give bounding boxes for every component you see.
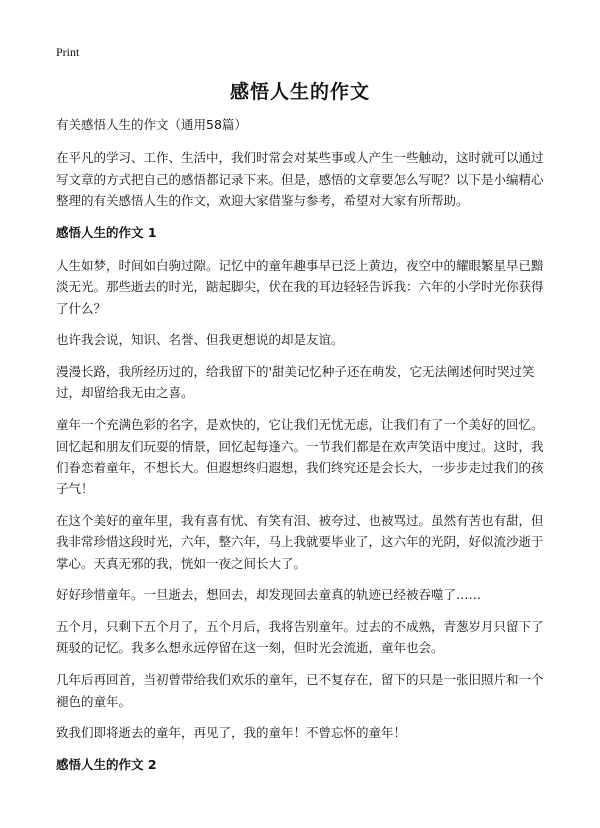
print-link[interactable]: Print [56,45,80,59]
page-title: 感悟人生的作文 [229,81,370,103]
paragraph: 致我们即将逝去的童年，再见了，我的童年！不曾忘怀的童年！ [56,725,407,741]
section-heading-1: 感悟人生的作文 1 [56,224,157,240]
paragraph: 五个月，只剩下五个月了，五个月后，我将告别童年。过去的不成熟，青葱岁月只留下了斑驳的记忆。我多么想永远停留在这一刻，但时光会流逝，童年也会。 [56,619,544,656]
paragraph: 也许我会说，知识、名誉、但我更想说的却是友谊。 [56,332,344,348]
paragraph: 漫漫长路，我所经历过的，给我留下的'甜美记忆种子还在萌发，它无法阐述何时哭过笑过，却留给我无由之喜。 [56,364,535,401]
article-body [56,114,550,787]
section-heading-2: 感悟人生的作文 2 [56,757,157,773]
paragraph: 人生如梦，时间如白驹过隙。记忆中的童年趣事早已泛上黄边，夜空中的耀眼繁星早已黯淡无光。那些逝去的时光，踮起脚尖，伏在我的耳边轻轻告诉我：六年的小学时光你获得了什么？ [56,257,544,316]
article-subtitle: 有关感悟人生的作文（通用58篇） [56,117,247,132]
paragraph: 几年后再回首，当初曾带给我们欢乐的童年，已不复存在，留下的只是一张旧照片和一个褪色的童年。 [56,672,544,709]
paragraph: 好好珍惜童年。一旦逝去，想回去，却发现回去童真的轨迹已经被吞噬了…… [56,587,482,603]
paragraph: 在这个美好的童年里，我有喜有忧、有笑有泪、被夸过、也被骂过。虽然有苦也有甜，但我非常珍惜这段时光，六年，整六年，马上我就要毕业了，这六年的光阴，好似流沙逝于掌心。天真无邪的我，恍如一夜之间长大了。 [56,512,544,571]
paragraph: 童年一个充满色彩的名字，是欢快的，它让我们无忧无虑，让我们有了一个美好的回忆。回忆起和朋友们玩耍的情景，回忆起每逢六。一节我们都是在欢声笑语中度过。这时，我们眷恋着童年，不想长大。但遐想终归遐想，我们终究还是会长大，一步步走过我们的孩子气！ [56,417,544,497]
intro-paragraph: 在平凡的学习、工作、生活中，我们时常会对某些事或人产生一些触动，这时就可以通过写文章的方式把自己的感悟都记录下来。但是，感悟的文章要怎么写呢？以下是小编精心整理的有关感悟人生的作文，欢迎大家借鉴与参考，希望对大家有所帮助。 [56,150,544,208]
